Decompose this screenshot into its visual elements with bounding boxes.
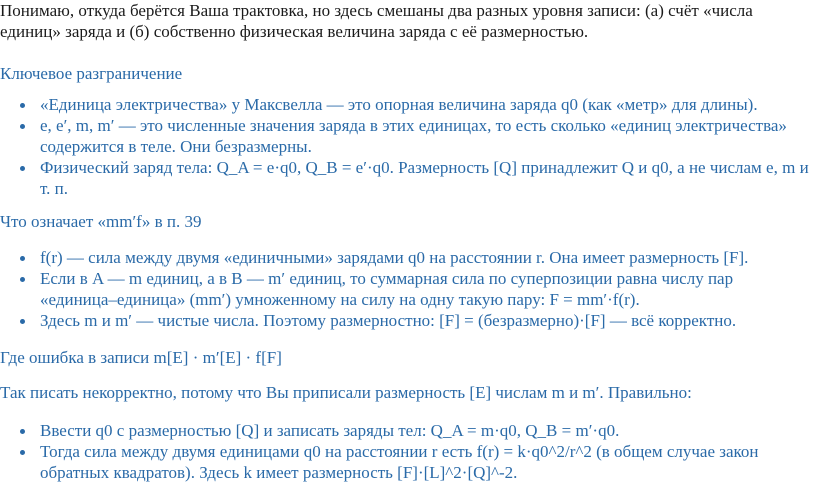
list-item: f(r) — сила между двумя «единичными» зарядами q0 на расстоянии r. Она имеет размерность [F].: [0, 247, 812, 268]
bullet-icon: [20, 256, 25, 261]
list-item: Ввести q0 с размерностью [Q] и записать заряды тел: Q_A = m·q0, Q_B = m′·q0.: [0, 420, 812, 441]
bullet-icon: [20, 319, 25, 324]
intro-paragraph: Понимаю, откуда берётся Ваша трактовка, но здесь смешаны два разных уровня записи: (а) счёт «числа единиц» заряда и (б) собственно физическая величина заряда с её размерностью.: [0, 1, 753, 41]
mmf-meaning-list: [0, 247, 812, 331]
list-item: Если в A — m единиц, а в B — m′ единиц, то суммарная сила по суперпозиции равна числу пар «единица–единица» (mm′) умноженному на силу на одну такую пару: F = mm′·f(r).: [0, 268, 812, 310]
bullet-icon: [20, 277, 25, 282]
list-item: «Единица электричества» у Максвелла — это опорная величина заряда q0 (как «метр» для длины).: [0, 94, 812, 115]
list-item: e, e′, m, m′ — это численные значения заряда в этих единицах, то есть сколько «единиц электричества» содержится в теле. Они безразмерны.: [0, 115, 812, 157]
list-item: Тогда сила между двумя единицами q0 на расстоянии r есть f(r) = k·q0^2/r^2 (в общем случае закон обратных квадратов). Здесь k имеет размерность [F]·[L]^2·[Q]^-2.: [0, 441, 812, 483]
list-item: Физический заряд тела: Q_A = e·q0, Q_B = e′·q0. Размерность [Q] принадлежит Q и q0, а не числам e, m и т. п.: [0, 157, 812, 199]
bullet-icon: [20, 103, 25, 108]
bullet-icon: [20, 450, 25, 455]
list-item: Здесь m и m′ — чистые числа. Поэтому размерностно: [F] = (безразмерно)·[F] — всё корректно.: [0, 310, 812, 331]
key-distinction-list: [0, 94, 812, 199]
bullet-icon: [20, 429, 25, 434]
section-heading-key-distinction: Ключевое разграничение: [0, 64, 183, 83]
bullet-icon: [20, 166, 25, 171]
bullet-icon: [20, 124, 25, 129]
error-explanation: Так писать некорректно, потому что Вы приписали размерность [E] числам m и m′. Правильно:: [0, 383, 692, 402]
correct-notation-list: [0, 420, 812, 483]
section-heading-mmf-meaning: Что означает «mm′f» в п. 39: [0, 212, 202, 231]
section-heading-error: Где ошибка в записи m[E] · m′[E] · f[F]: [0, 348, 282, 367]
